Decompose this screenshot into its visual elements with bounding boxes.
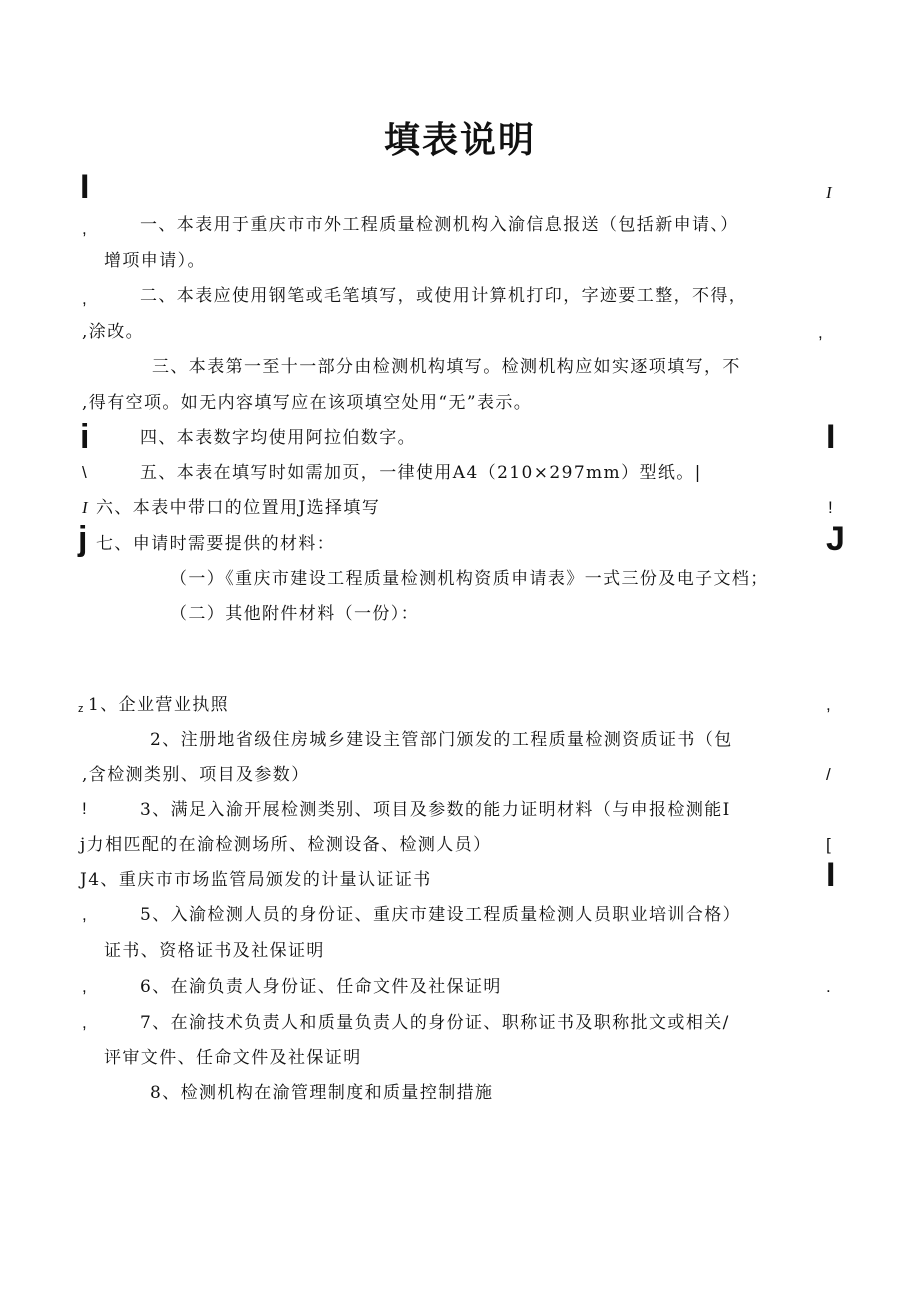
attachment-8: 8、检测机构在渝管理制度和质量控制措施	[150, 1083, 494, 1103]
instruction-1: 一、本表用于重庆市市外工程质量检测机构入渝信息报送（包括新申请、）	[140, 215, 739, 235]
scan-mark: !	[828, 498, 833, 517]
scan-mark: j	[78, 520, 88, 558]
scan-mark: .	[826, 977, 831, 996]
scan-mark: I	[80, 168, 90, 206]
scan-mark: !	[82, 799, 87, 818]
attachment-6: 6、在渝负责人身份证、任命文件及社保证明	[140, 977, 502, 997]
attachment-3: 3、满足入渝开展检测类别、项目及参数的能力证明材料（与申报检测能I	[140, 800, 731, 820]
scan-mark: ,	[82, 977, 87, 996]
instruction-5: 五、本表在填写时如需加页，一律使用A4（210×297mm）型纸。|	[140, 463, 702, 483]
scan-mark: J	[826, 520, 845, 558]
scan-mark: z	[78, 703, 84, 715]
instruction-7: 七、申请时需要提供的材料：	[96, 534, 336, 554]
attachment-5-cont: 证书、资格证书及社保证明	[104, 941, 325, 961]
attachment-1: 1、企业营业执照	[88, 695, 230, 715]
attachment-5: 5、入渝检测人员的身份证、重庆市建设工程质量检测人员职业培训合格）	[140, 905, 742, 925]
instruction-6: 六、本表中带口的位置用J选择填写	[96, 498, 381, 518]
scan-mark: /	[826, 765, 831, 784]
scan-mark: ,	[826, 695, 831, 714]
attachment-7: 7、在渝技术负责人和质量负责人的身份证、职称证书及职称批文或相关/	[140, 1013, 730, 1033]
attachment-2: 2、注册地省级住房城乡建设主管部门颁发的工程质量检测资质证书（包	[150, 730, 733, 750]
scan-mark: ,	[818, 323, 823, 342]
scan-mark: ,	[82, 219, 87, 238]
scan-mark: ,	[82, 905, 87, 924]
scan-mark: I	[82, 498, 88, 517]
attachment-4: J4、重庆市市场监管局颁发的计量认证证书	[80, 870, 432, 890]
instruction-1-cont: 增项申请）。	[104, 251, 206, 271]
scan-mark: i	[80, 418, 90, 456]
instruction-2: 二、本表应使用钢笔或毛笔填写，或使用计算机打印，字迹要工整，不得，	[140, 286, 748, 306]
scan-mark: ,	[82, 289, 87, 308]
scan-mark: I	[826, 856, 836, 894]
instruction-3-cont: ,得有空项。如无内容填写应在该项填空处用“无”表示。	[82, 393, 533, 413]
instruction-3: 三、本表第一至十一部分由检测机构填写。检测机构应如实逐项填写，不	[152, 357, 741, 377]
page-title: 填表说明	[383, 120, 536, 161]
instruction-4: 四、本表数字均使用阿拉伯数字。	[140, 428, 416, 448]
scan-mark: I	[826, 418, 836, 456]
attachment-7-cont: 评审文件、任命文件及社保证明	[104, 1048, 362, 1068]
attachment-2-cont: ,含检测类别、项目及参数）	[82, 765, 310, 785]
attachment-3-cont: j力相匹配的在渝检测场所、检测设备、检测人员）	[80, 835, 492, 855]
material-item-1: （一）《重庆市建设工程质量检测机构资质申请表》一式三份及电子文档；	[170, 569, 769, 589]
scan-mark: [	[826, 835, 831, 854]
scan-mark: I	[826, 183, 832, 202]
instruction-2-cont: ,涂改。	[82, 322, 145, 342]
material-item-2: （二）其他附件材料（一份）：	[170, 604, 420, 624]
scan-mark: \	[82, 463, 87, 482]
scan-mark: ,	[82, 1013, 87, 1032]
